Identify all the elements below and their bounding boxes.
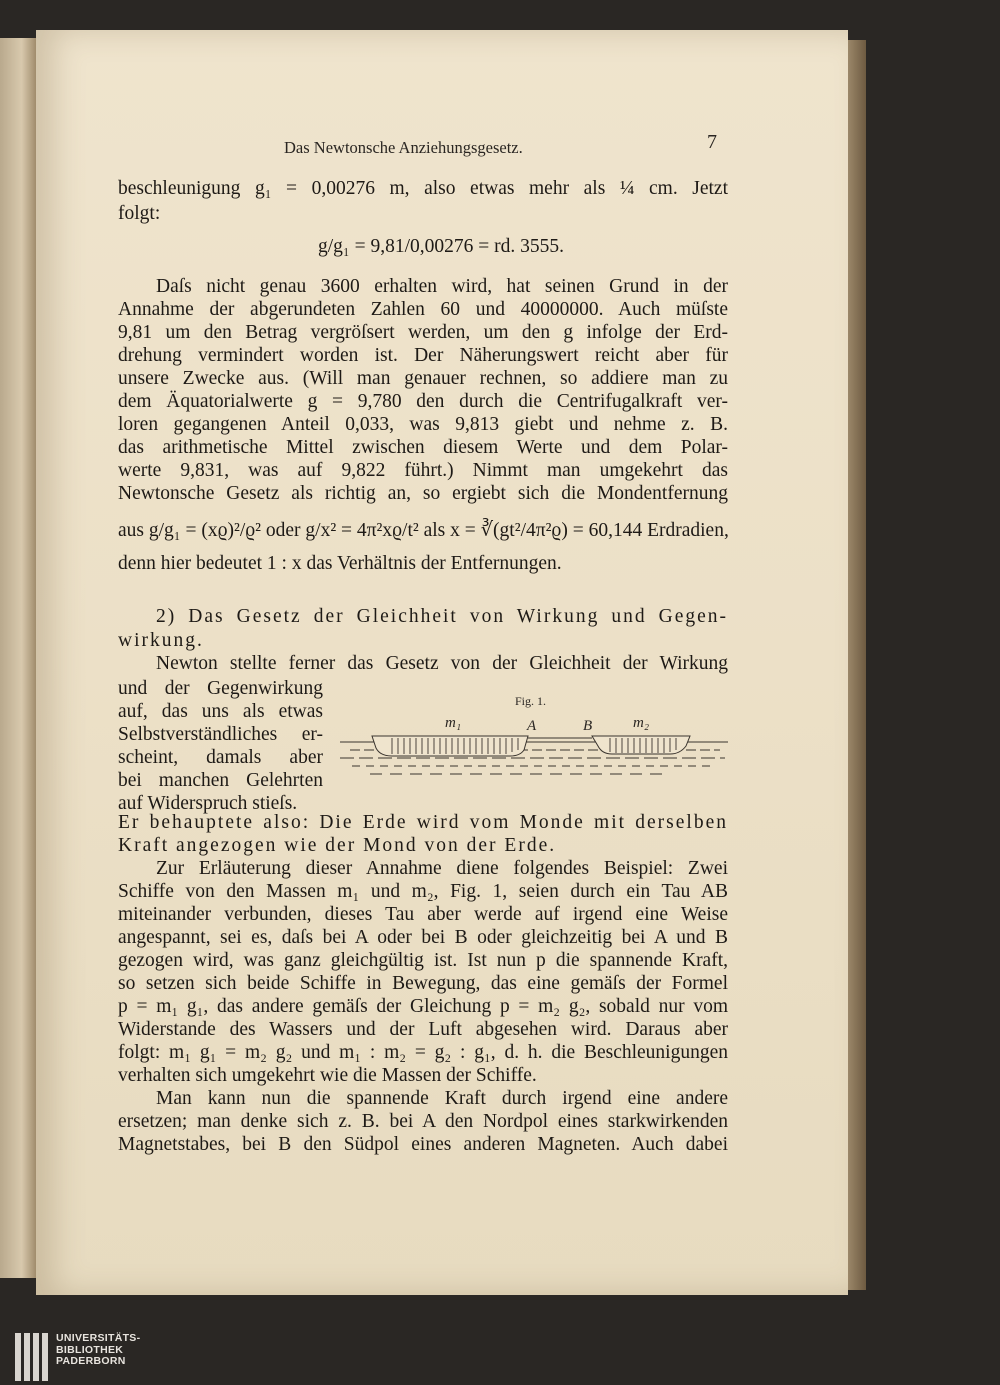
text-line: auf, das uns als etwas bbox=[118, 701, 323, 722]
text-line: scheint, damals aber bbox=[118, 747, 323, 768]
text-line: dem Äquatorialwerte g = 9,780 den durch die Centrifugalkraft ver- bbox=[118, 391, 728, 412]
text-line: Widerstande des Wassers und der Luft abgesehen wird. Daraus aber bbox=[118, 1019, 728, 1040]
text-line: Newtonsche Gesetz als richtig an, so ergiebt sich die Mondentfernung bbox=[118, 483, 728, 504]
text-line: so setzen sich beide Schiffe in Bewegung, das eine gemäſs der Formel bbox=[118, 973, 728, 994]
figure-ships bbox=[340, 690, 730, 790]
text-line: Er behauptete also: Die Erde wird vom Monde mit derselben bbox=[118, 812, 728, 833]
text-line: folgt: bbox=[118, 203, 161, 224]
logo-line: BIBLIOTHEK bbox=[56, 1343, 124, 1356]
ship-m1 bbox=[372, 736, 528, 756]
figure-caption: Fig. 1. bbox=[515, 694, 547, 708]
text-line: ersetzen; man denke sich z. B. bei A den Nordpol eines starkwirkenden bbox=[118, 1111, 728, 1132]
text-line: werte 9,831, was auf 9,822 führt.) Nimmt man umgekehrt das bbox=[118, 460, 728, 481]
text-line: p = m₁ g₁, das andere gemäſs der Gleichung p = m₂ g₂, sobald nur vom bbox=[118, 996, 728, 1017]
section-heading-cont: wirkung. bbox=[118, 630, 204, 651]
text-line: das arithmetische Mittel zwischen diesem Werte und dem Polar- bbox=[118, 437, 728, 458]
text-line: folgt: m₁ g₁ = m₂ g₂ und m₁ : m₂ = g₂ : g₁, d. h. die Beschleunigungen bbox=[118, 1042, 728, 1063]
label-b: B bbox=[583, 718, 593, 734]
label-a: A bbox=[527, 718, 537, 734]
text-line: Schiffe von den Massen m₁ und m₂, Fig. 1, seien durch ein Tau AB bbox=[118, 881, 728, 902]
text-line: auf Widerspruch stieſs. bbox=[118, 793, 298, 814]
formula-ratio: g/g₁ = 9,81/0,00276 = rd. 3555. bbox=[318, 236, 564, 257]
logo-line: UNIVERSITÄTS- bbox=[56, 1332, 141, 1344]
formula-moon-distance: aus g/g₁ = (xϱ)²/ϱ² oder g/x² = 4π²xϱ/t² als x = ∛(gt²/4π²ϱ) = 60,144 Erdradien, bbox=[118, 520, 729, 541]
label-m1: m₁ bbox=[445, 715, 462, 731]
text-line: Zur Erläuterung dieser Annahme diene folgendes Beispiel: Zwei bbox=[156, 858, 728, 879]
section-heading: 2) Das Gesetz der Gleichheit von Wirkung und Gegen- bbox=[156, 606, 728, 627]
text-line: gezogen wird, was ganz gleichgültig ist. Ist nun p die spannende Kraft, bbox=[118, 950, 728, 971]
library-logo-text bbox=[56, 1333, 140, 1368]
text-line: Kraft angezogen wie der Mond von der Erde. bbox=[118, 835, 557, 856]
text-line: miteinander verbunden, dieses Tau aber werde auf irgend eine Weise bbox=[118, 904, 728, 925]
running-title: Das Newtonsche Anziehungsgesetz. bbox=[284, 138, 523, 157]
library-logo-icon bbox=[15, 1333, 49, 1381]
text-line: Daſs nicht genau 3600 erhalten wird, hat seinen Grund in der bbox=[156, 276, 728, 297]
text-line: denn hier bedeutet 1 : x das Verhältnis der Entfernungen. bbox=[118, 553, 562, 574]
logo-line: PADERBORN bbox=[56, 1355, 126, 1367]
text-line: Selbstverständliches er- bbox=[118, 724, 323, 745]
label-m2: m₂ bbox=[633, 715, 650, 731]
text-line: drehung vermindert worden ist. Der Näherungswert reicht aber für bbox=[118, 345, 728, 366]
text-line: bei manchen Gelehrten bbox=[118, 770, 323, 791]
text-line: unsere Zwecke aus. (Will man genauer rechnen, so addiere man zu bbox=[118, 368, 728, 389]
text-line: beschleunigung g₁ = 0,00276 m, also etwas mehr als ¼ cm. Jetzt bbox=[118, 178, 728, 199]
text-line: und der Gegenwirkung bbox=[118, 678, 323, 699]
left-page-edge bbox=[0, 38, 36, 1278]
text-line: 9,81 um den Betrag vergröſsert werden, um den g infolge der Erd- bbox=[118, 322, 728, 343]
text-line: Newton stellte ferner das Gesetz von der Gleichheit der Wirkung bbox=[156, 653, 728, 674]
text-line: Annahme der abgerundeten Zahlen 60 und 40000000. Auch müſste bbox=[118, 299, 728, 320]
text-line: Man kann nun die spannende Kraft durch irgend eine andere bbox=[156, 1088, 728, 1109]
text-line: loren gegangenen Anteil 0,033, was 9,813 giebt und nehme z. B. bbox=[118, 414, 728, 435]
text-line: Magnetstabes, bei B den Südpol eines anderen Magneten. Auch dabei bbox=[118, 1134, 728, 1155]
page-number: 7 bbox=[707, 131, 717, 153]
book-cover-edge bbox=[848, 40, 866, 1290]
text-line: angespannt, sei es, daſs bei A oder bei B oder gleichzeitig bei A und B bbox=[118, 927, 728, 948]
ship-m2 bbox=[592, 736, 690, 754]
text-line: verhalten sich umgekehrt wie die Massen der Schiffe. bbox=[118, 1065, 537, 1086]
ships-illustration bbox=[340, 690, 730, 790]
